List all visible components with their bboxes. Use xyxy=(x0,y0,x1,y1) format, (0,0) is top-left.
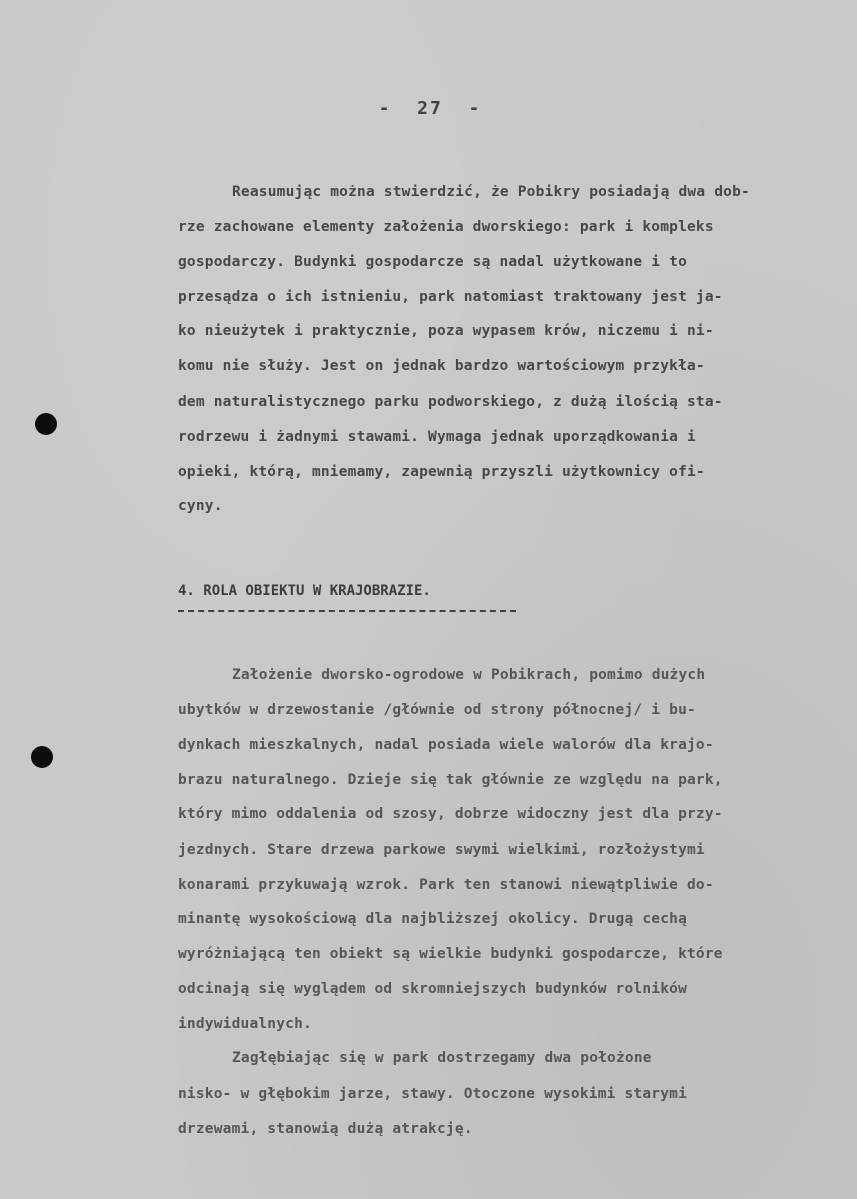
text-line: wyróżniającą ten obiekt są wielkie budynki gospodarcze, które xyxy=(178,946,723,962)
text-line: minantę wysokościową dla najbliższej okolicy. Drugą cechą xyxy=(178,911,687,927)
text-line: rze zachowane elementy założenia dworskiego: park i kompleks xyxy=(178,219,714,235)
text-line: przesądza o ich istnieniu, park natomiast traktowany jest ja- xyxy=(178,289,723,305)
text-line: odcinają się wyglądem od skromniejszych budynków rolników xyxy=(178,981,687,997)
text-line: dem naturalistycznego parku podworskiego, z dużą ilością sta- xyxy=(178,394,723,410)
text-line: indywidualnych. xyxy=(178,1016,312,1032)
text-line: Reasumując można stwierdzić, że Pobikry posiadają dwa dob- xyxy=(232,184,750,200)
punch-hole-top xyxy=(35,413,57,435)
text-line: gospodarczy. Budynki gospodarcze są nadal użytkowane i to xyxy=(178,254,687,270)
text-line: rodrzewu i żadnymi stawami. Wymaga jednak uporządkowania i xyxy=(178,429,696,445)
heading-underline xyxy=(178,610,516,612)
text-line: drzewami, stanowią dużą atrakcję. xyxy=(178,1121,473,1137)
text-line: dynkach mieszkalnych, nadal posiada wiele walorów dla krajo- xyxy=(178,737,714,753)
section-heading: 4. ROLA OBIEKTU W KRAJOBRAZIE. xyxy=(178,583,431,599)
text-line: opieki, którą, mniemamy, zapewnią przyszli użytkownicy ofi- xyxy=(178,464,705,480)
text-line: Zagłębiając się w park dostrzegamy dwa położone xyxy=(232,1050,652,1066)
text-line: brazu naturalnego. Dzieje się tak głównie ze względu na park, xyxy=(178,772,723,788)
text-line: ubytków w drzewostanie /głównie od strony północnej/ i bu- xyxy=(178,702,696,718)
text-line: cyny. xyxy=(178,498,223,514)
text-line: Założenie dworsko-ogrodowe w Pobikrach, pomimo dużych xyxy=(232,667,706,683)
text-line: jezdnych. Stare drzewa parkowe swymi wielkimi, rozłożystymi xyxy=(178,842,705,858)
punch-hole-bottom xyxy=(31,746,53,768)
text-line: konarami przykuwają wzrok. Park ten stanowi niewątpliwie do- xyxy=(178,877,714,893)
text-line: nisko- w głębokim jarze, stawy. Otoczone wysokimi starymi xyxy=(178,1086,687,1102)
text-line: komu nie służy. Jest on jednak bardzo wartościowym przykła- xyxy=(178,358,705,374)
page-number: - 27 - xyxy=(378,98,482,119)
text-line: ko nieużytek i praktycznie, poza wypasem krów, niczemu i ni- xyxy=(178,323,714,339)
text-line: który mimo oddalenia od szosy, dobrze widoczny jest dla przy- xyxy=(178,806,723,822)
